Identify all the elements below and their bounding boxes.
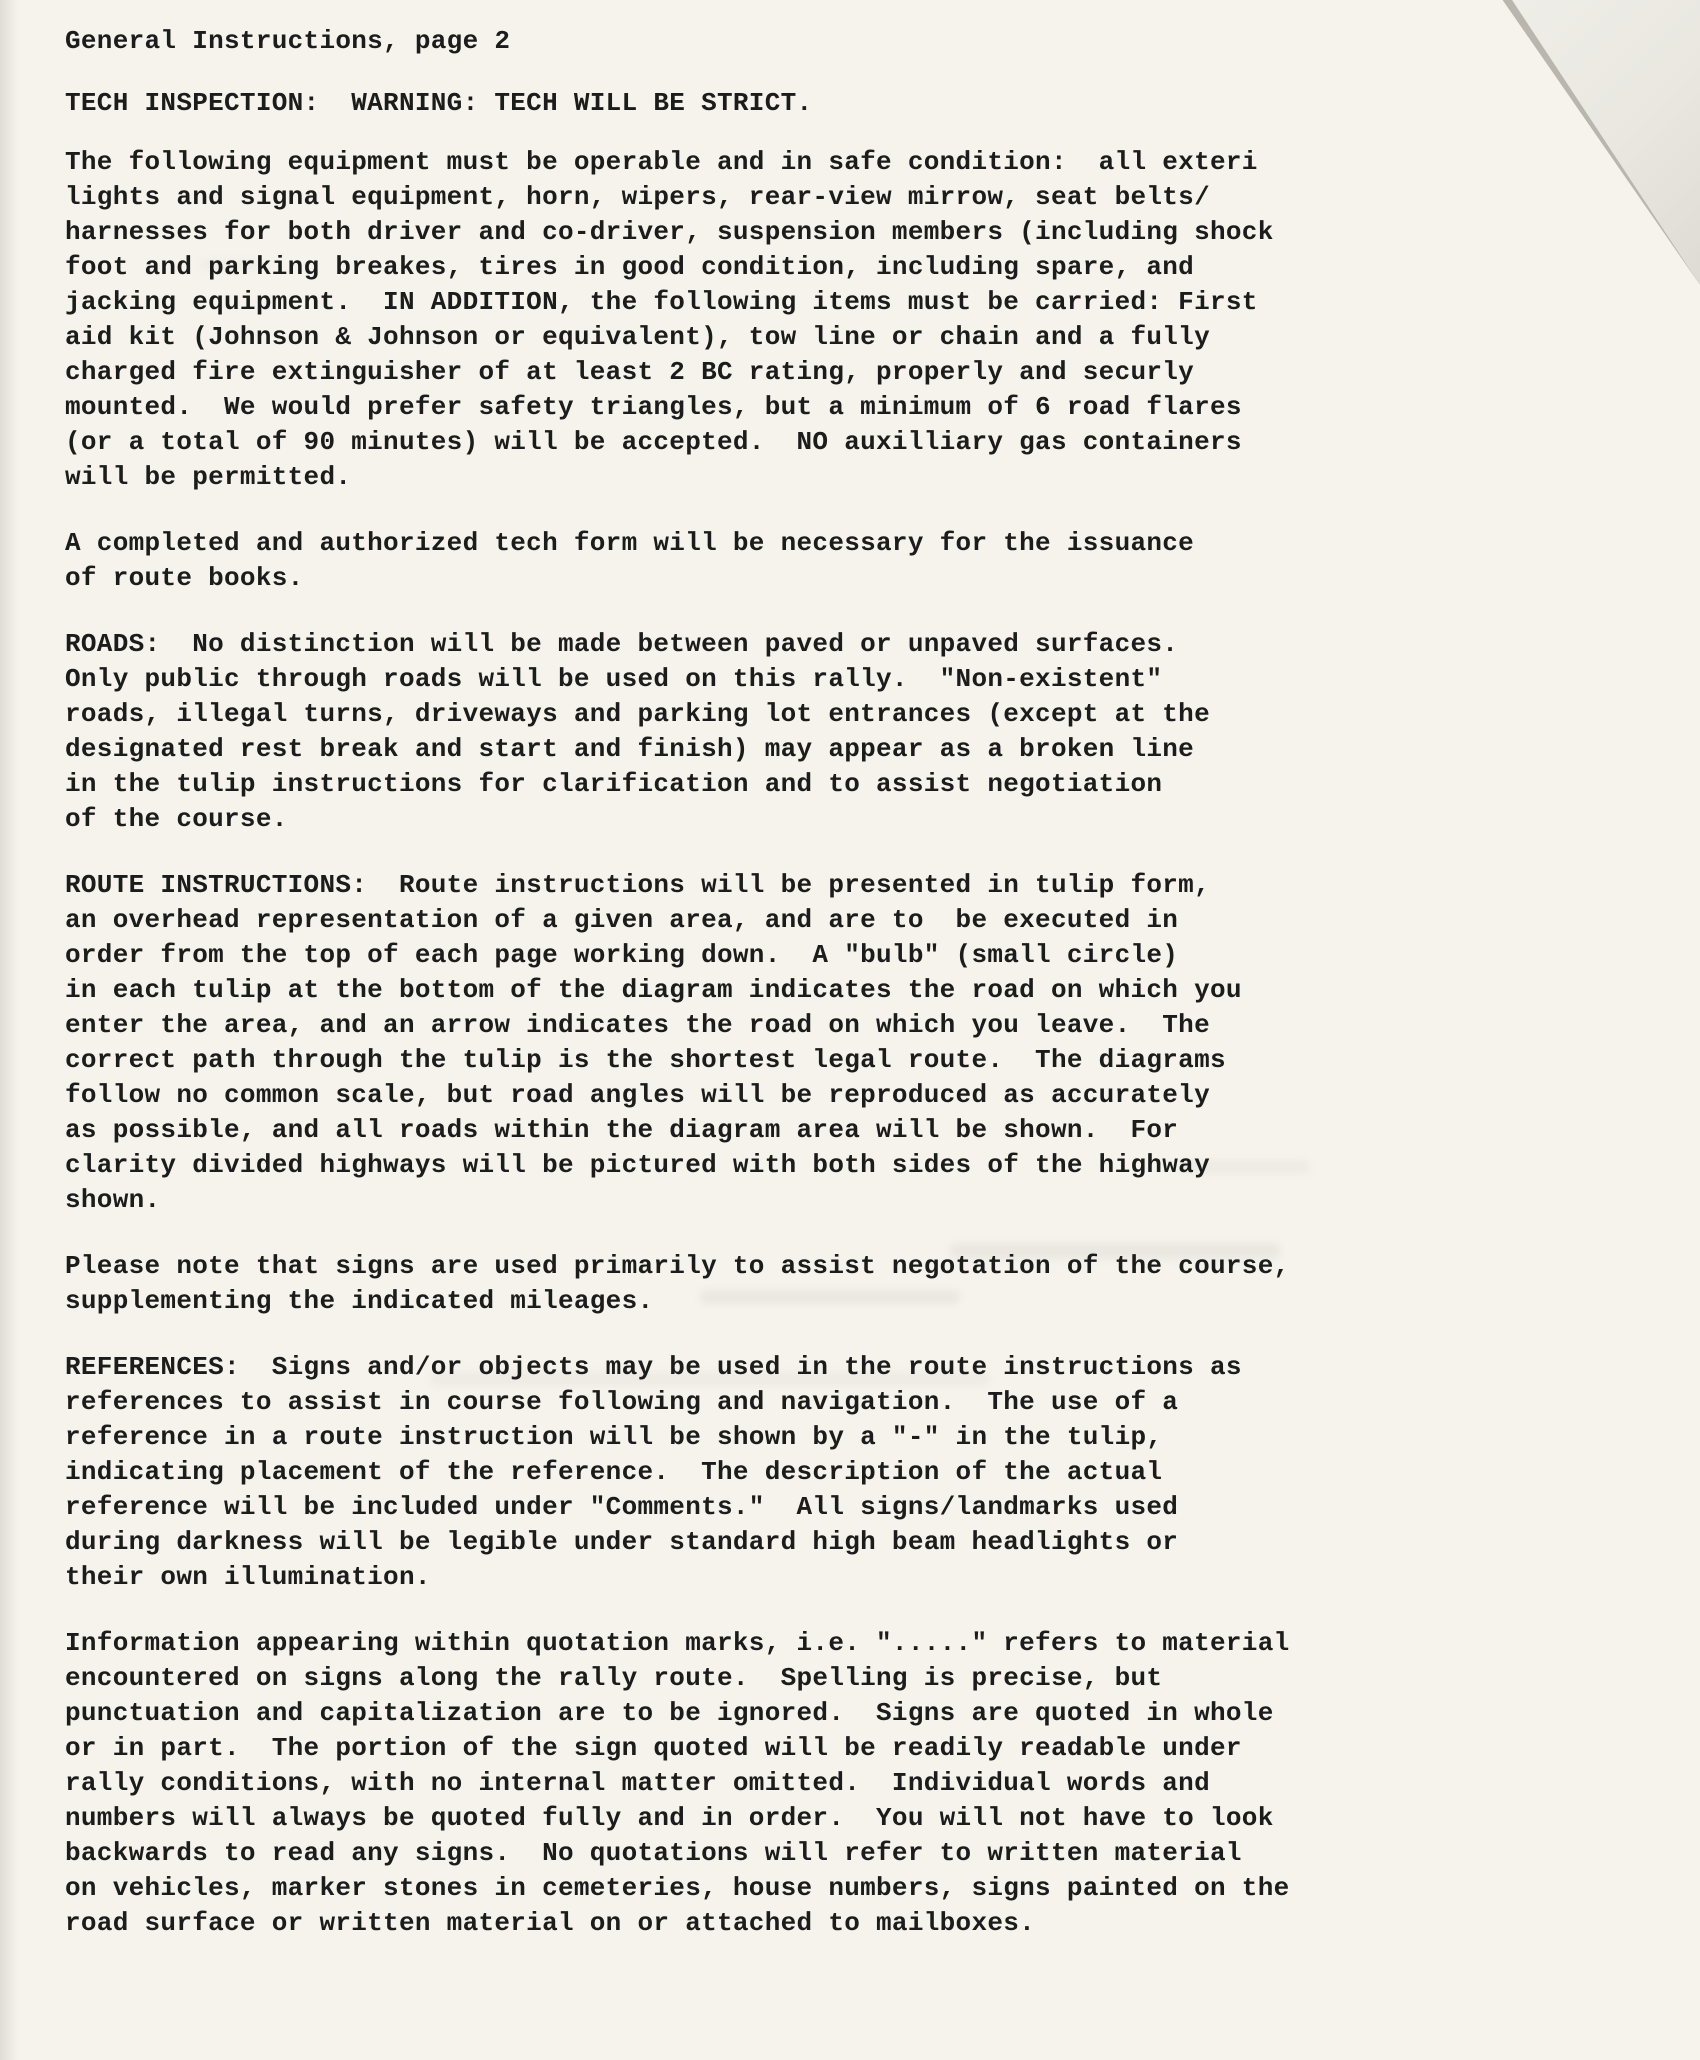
- text-line: supplementing the indicated mileages.: [65, 1286, 654, 1316]
- paragraph: [65, 145, 1365, 495]
- text-line: A completed and authorized tech form will be necessary for the issuance: [65, 528, 1195, 558]
- text-line: Please note that signs are used primarily to assist negotation of the course,: [65, 1251, 1290, 1281]
- scan-edge-shade: [0, 0, 18, 2060]
- text-line: correct path through the tulip is the shortest legal route. The diagrams: [65, 1045, 1226, 1075]
- text-line: The following equipment must be operable and in safe condition: all exteri: [65, 147, 1258, 177]
- text-line: in each tulip at the bottom of the diagram indicates the road on which you: [65, 975, 1242, 1005]
- text-line: of route books.: [65, 563, 304, 593]
- text-line: reference in a route instruction will be shown by a "-" in the tulip,: [65, 1422, 1163, 1452]
- document-header: General Instructions, page 2: [65, 26, 511, 56]
- text-line: foot and parking breakes, tires in good condition, including spare, and: [65, 252, 1195, 282]
- text-line: rally conditions, with no internal matter omitted. Individual words and: [65, 1768, 1210, 1798]
- text-line: of the course.: [65, 804, 288, 834]
- document-page: [65, 24, 1365, 1972]
- document-body: [65, 145, 1365, 1941]
- text-line: on vehicles, marker stones in cemeteries, house numbers, signs painted on the: [65, 1873, 1290, 1903]
- text-line: mounted. We would prefer safety triangles, but a minimum of 6 road flares: [65, 392, 1242, 422]
- text-line: roads, illegal turns, driveways and parking lot entrances (except at the: [65, 699, 1210, 729]
- text-line: ROADS: No distinction will be made between paved or unpaved surfaces.: [65, 629, 1179, 659]
- text-line: lights and signal equipment, horn, wipers, rear-view mirrow, seat belts/: [65, 182, 1210, 212]
- paragraph: [65, 526, 1365, 596]
- text-line: will be permitted.: [65, 462, 352, 492]
- text-line: enter the area, and an arrow indicates the road on which you leave. The: [65, 1010, 1210, 1040]
- text-line: during darkness will be legible under standard high beam headlights or: [65, 1527, 1179, 1557]
- tech-inspection-heading: TECH INSPECTION: WARNING: TECH WILL BE STRICT.: [65, 88, 813, 118]
- text-line: backwards to read any signs. No quotations will refer to written material: [65, 1838, 1242, 1868]
- text-line: harnesses for both driver and co-driver, suspension members (including shock: [65, 217, 1274, 247]
- text-line: numbers will always be quoted fully and in order. You will not have to look: [65, 1803, 1274, 1833]
- paragraph: [65, 1350, 1365, 1595]
- text-line: indicating placement of the reference. The description of the actual: [65, 1457, 1163, 1487]
- text-line: (or a total of 90 minutes) will be accepted. NO auxilliary gas containers: [65, 427, 1242, 457]
- page-corner-fold: [1490, 0, 1700, 285]
- paragraph: [65, 1249, 1365, 1319]
- text-line: road surface or written material on or attached to mailboxes.: [65, 1908, 1036, 1938]
- corner-fold-shadow-line: [1490, 0, 1700, 285]
- paragraph: [65, 1626, 1365, 1941]
- text-line: reference will be included under "Comments." All signs/landmarks used: [65, 1492, 1179, 1522]
- text-line: charged fire extinguisher of at least 2 BC rating, properly and securly: [65, 357, 1195, 387]
- corner-fold-paper: [1490, 0, 1700, 285]
- text-line: REFERENCES: Signs and/or objects may be used in the route instructions as: [65, 1352, 1242, 1382]
- text-line: or in part. The portion of the sign quoted will be readily readable under: [65, 1733, 1242, 1763]
- text-line: order from the top of each page working down. A "bulb" (small circle): [65, 940, 1179, 970]
- text-line: shown.: [65, 1185, 161, 1215]
- text-line: clarity divided highways will be pictured with both sides of the highway: [65, 1150, 1210, 1180]
- text-line: encountered on signs along the rally route. Spelling is precise, but: [65, 1663, 1163, 1693]
- text-line: references to assist in course following and navigation. The use of a: [65, 1387, 1179, 1417]
- text-line: in the tulip instructions for clarification and to assist negotiation: [65, 769, 1163, 799]
- text-line: ROUTE INSTRUCTIONS: Route instructions will be presented in tulip form,: [65, 870, 1210, 900]
- text-line: aid kit (Johnson & Johnson or equivalent), tow line or chain and a fully: [65, 322, 1210, 352]
- text-line: Only public through roads will be used on this rally. "Non-existent": [65, 664, 1163, 694]
- text-line: designated rest break and start and finish) may appear as a broken line: [65, 734, 1195, 764]
- paragraph: [65, 868, 1365, 1218]
- paragraph: [65, 627, 1365, 837]
- text-line: follow no common scale, but road angles will be reproduced as accurately: [65, 1080, 1210, 1110]
- text-line: Information appearing within quotation marks, i.e. "....." refers to material: [65, 1628, 1290, 1658]
- text-line: an overhead representation of a given area, and are to be executed in: [65, 905, 1179, 935]
- text-line: their own illumination.: [65, 1562, 431, 1592]
- text-line: jacking equipment. IN ADDITION, the following items must be carried: First: [65, 287, 1258, 317]
- text-line: punctuation and capitalization are to be ignored. Signs are quoted in whole: [65, 1698, 1274, 1728]
- text-line: as possible, and all roads within the diagram area will be shown. For: [65, 1115, 1179, 1145]
